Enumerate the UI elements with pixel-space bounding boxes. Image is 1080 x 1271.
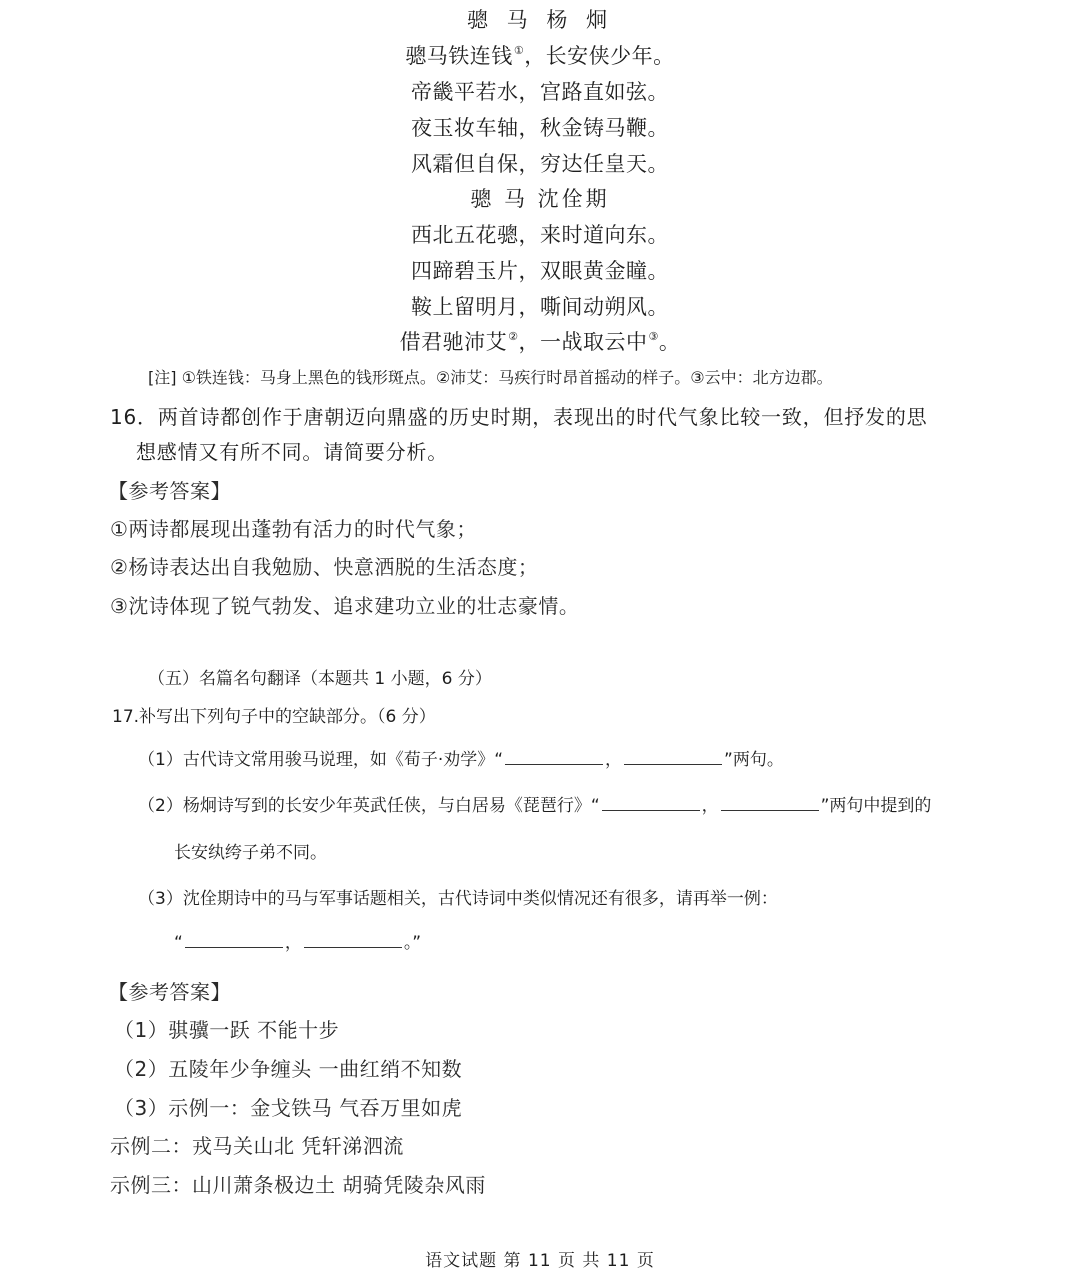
answer-blank bbox=[185, 933, 283, 948]
question-16-line-2: 想感情又有所不同。请简要分析。 bbox=[136, 440, 448, 464]
answer-17-heading: 【参考答案】 bbox=[108, 980, 231, 1004]
question-16-line-1: 16．两首诗都创作于唐朝迈向鼎盛的历史时期，表现出的时代气象比较一致，但抒发的思 bbox=[110, 405, 928, 429]
answer-17-item-4: 示例二：戎马关山北 凭轩涕泗流 bbox=[110, 1134, 404, 1158]
poem2-line-4: 借君驰沛艾②，一战取云中③。 bbox=[399, 330, 681, 354]
question-17-sub-1: （1）古代诗文常用骏马说理，如《荀子·劝学》“ ， ”两句。 bbox=[138, 750, 784, 770]
poem2-line-2: 四蹄碧玉片，双眼黄金瞳。 bbox=[411, 259, 669, 283]
poem2-line-3: 鞍上留明月，嘶间动朔风。 bbox=[411, 295, 669, 319]
section-5-heading: （五）名篇名句翻译（本题共 1 小题，6 分） bbox=[148, 669, 492, 689]
answer-17-item-5: 示例三：山川萧条极边土 胡骑凭陵杂风雨 bbox=[110, 1173, 486, 1197]
poem1-line-1: 骢马铁连钱①，长安侠少年。 bbox=[405, 44, 675, 68]
answer-17-item-1: （1）骐骥一跃 不能十步 bbox=[114, 1018, 340, 1042]
question-17-sub-3-blanks: “ ， 。” bbox=[174, 933, 422, 953]
poem1-line-2: 帝畿平若水，宫路直如弦。 bbox=[411, 80, 669, 104]
answer-blank bbox=[602, 796, 700, 811]
poem1-line-4: 风霜但自保，穷达任皇天。 bbox=[411, 152, 669, 176]
question-17-sub-2-cont: 长安纨绔子弟不同。 bbox=[174, 843, 327, 863]
poem2-line-1: 西北五花骢，来时道向东。 bbox=[411, 223, 669, 247]
page-footer: 语文试题 第 11 页 共 11 页 bbox=[425, 1251, 655, 1271]
poem1-line-3: 夜玉妆车轴，秋金铸马鞭。 bbox=[411, 116, 669, 140]
answer-17-item-3: （3）示例一：金戈铁马 气吞万里如虎 bbox=[114, 1096, 463, 1120]
answer-17-item-2: （2）五陵年少争缠头 一曲红绡不知数 bbox=[114, 1057, 463, 1081]
answer-16-item-1: ①两诗都展现出蓬勃有活力的时代气象； bbox=[110, 517, 477, 541]
question-17-sub-2: （2）杨炯诗写到的长安少年英武任侠，与白居易《琵琶行》“ ， ”两句中提到的 bbox=[138, 796, 932, 816]
answer-blank bbox=[505, 750, 603, 765]
answer-blank bbox=[721, 796, 819, 811]
answer-16-item-2: ②杨诗表达出自我勉励、快意洒脱的生活态度； bbox=[110, 555, 539, 579]
poem1-title: 骢 马 杨 炯 bbox=[466, 8, 614, 32]
question-17-sub-3: （3）沈佺期诗中的马与军事话题相关，古代诗词中类似情况还有很多，请再举一例： bbox=[138, 889, 778, 909]
answer-blank bbox=[304, 933, 402, 948]
answer-blank bbox=[624, 750, 722, 765]
answer-16-heading: 【参考答案】 bbox=[108, 479, 231, 503]
poem-footnote: [注] ①铁连钱：马身上黑色的钱形斑点。②沛艾：马疾行时昂首摇动的样子。③云中：北方边郡。 bbox=[148, 368, 833, 387]
poem2-title: 骢 马 沈佺期 bbox=[470, 187, 610, 211]
answer-16-item-3: ③沈诗体现了锐气勃发、追求建功立业的壮志豪情。 bbox=[110, 594, 580, 618]
question-17-title: 17.补写出下列句子中的空缺部分。（6 分） bbox=[112, 707, 436, 727]
